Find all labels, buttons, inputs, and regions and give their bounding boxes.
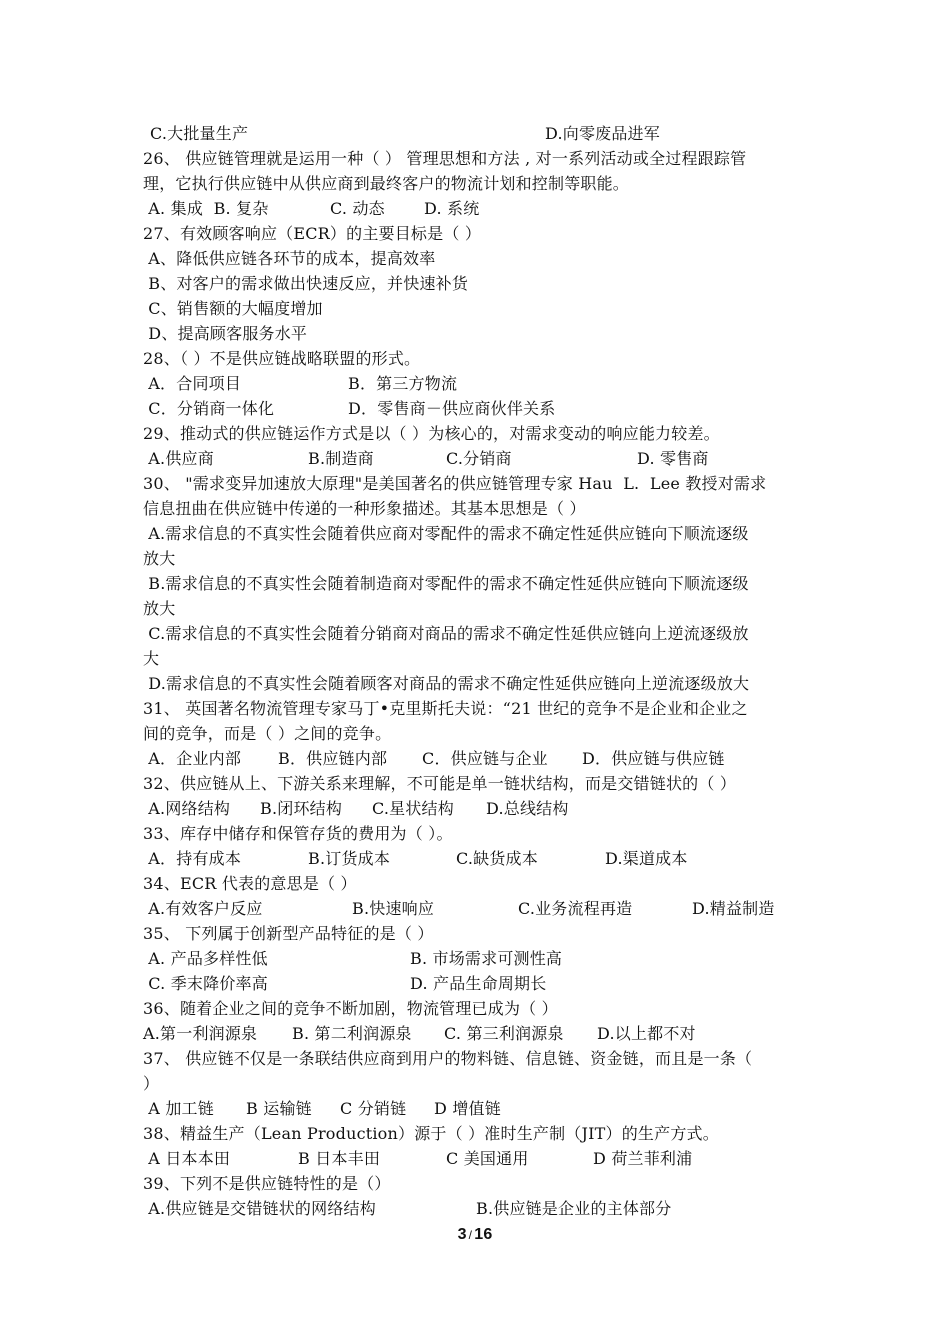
option-line: B.需求信息的不真实性会随着制造商对零配件的需求不确定性延供应链向下顺流逐级 [143, 574, 749, 593]
option-line: D.以上都不对 [597, 1024, 696, 1043]
option-line: A、降低供应链各环节的成本，提高效率 [143, 249, 436, 268]
option-line: C、销售额的大幅度增加 [143, 299, 323, 318]
page-number [0, 1226, 950, 1244]
question-line: 34、ECR 代表的意思是（ ） [143, 874, 357, 893]
option-line: 放大 [143, 599, 176, 618]
question-line: 39、下列不是供应链特性的是（） [143, 1174, 391, 1193]
option-line: C. 第三利润源泉 [444, 1024, 564, 1043]
option-line: A．持有成本 [143, 849, 242, 868]
option-line: 大 [143, 649, 160, 668]
option-line: D．零售商－供应商伙伴关系 [348, 399, 556, 418]
question-line: 29、推动式的供应链运作方式是以（ ）为核心的，对需求变动的响应能力较差。 [143, 424, 720, 443]
option-line: C．供应链与企业 [422, 749, 548, 768]
option-line: 放大 [143, 549, 176, 568]
option-line: D 荷兰菲利浦 [593, 1149, 693, 1168]
option-line: B．供应链内部 [278, 749, 388, 768]
question-line: 26、 供应链管理就是运用一种（ ） 管理思想和方法 , 对一系列活动或全过程跟踪管 [143, 149, 747, 168]
option-line: A.供应链是交错链状的网络结构 [143, 1199, 376, 1218]
option-line: A 日本本田 [143, 1149, 231, 1168]
option-line: B．第三方物流 [348, 374, 458, 393]
option-line: B.制造商 [308, 449, 374, 468]
question-line: 30、 "需求变异加速放大原理"是美国著名的供应链管理专家 Hau L. Lee 教授对需求 [143, 474, 767, 493]
option-line: C.需求信息的不真实性会随着分销商对商品的需求不确定性延供应链向上逆流逐级放 [143, 624, 749, 643]
option-line: A.网络结构 [143, 799, 231, 818]
question-line: 38、精益生产（Lean Production）源于（ ）准时生产制（JIT）的生产方式。 [143, 1124, 719, 1143]
option-line: B、对客户的需求做出快速反应，并快速补货 [143, 274, 469, 293]
option-line: D. 零售商 [637, 449, 709, 468]
option-line: D.渠道成本 [605, 849, 688, 868]
question-line: 27、有效顾客响应（ECR）的主要目标是（ ） [143, 224, 482, 243]
option-line: C. 动态 [330, 199, 385, 218]
option-line: D.精益制造 [692, 899, 775, 918]
option-line: B.供应链是企业的主体部分 [476, 1199, 672, 1218]
option-line: B.订货成本 [308, 849, 391, 868]
option-line: A.供应商 [143, 449, 214, 468]
page-current: 3 [457, 1226, 467, 1243]
option-line: C.分销商 [446, 449, 512, 468]
question-line: 35、 下列属于创新型产品特征的是（ ） [143, 924, 434, 943]
question-line: 间的竞争，而是（ ）之间的竞争。 [143, 724, 392, 743]
option-line: D. 产品生命周期长 [410, 974, 547, 993]
page-total: 16 [474, 1226, 493, 1243]
question-line: ） [143, 1074, 160, 1093]
question-line: 31、 英国著名物流管理专家马丁•克里斯托夫说：“21 世纪的竞争不是企业和企业之 [143, 699, 748, 718]
option-line: C．分销商一体化 [143, 399, 275, 418]
option-line: C.星状结构 [372, 799, 454, 818]
question-line: 32、供应链从上、下游关系来理解，不可能是单一链状结构，而是交错链状的（ ） [143, 774, 737, 793]
option-line: B. 市场需求可测性高 [410, 949, 563, 968]
option-line: A.第一利润源泉 [143, 1024, 258, 1043]
option-line: C.缺货成本 [456, 849, 538, 868]
option-line: B 日本丰田 [298, 1149, 381, 1168]
option-line: A 加工链 [143, 1099, 214, 1118]
option-line: A.需求信息的不真实性会随着供应商对零配件的需求不确定性延供应链向下顺流逐级 [143, 524, 749, 543]
option-line: B. 第二利润源泉 [292, 1024, 412, 1043]
option-line: A．企业内部 [143, 749, 242, 768]
option-line: B.快速响应 [352, 899, 435, 918]
option-line: D．供应链与供应链 [582, 749, 725, 768]
option-line: A.有效客户反应 [143, 899, 263, 918]
question-line: 理，它执行供应链中从供应商到最终客户的物流计划和控制等职能。 [143, 174, 630, 193]
option-line: C 分销链 [340, 1099, 407, 1118]
option-line: C.业务流程再造 [518, 899, 633, 918]
question-line: 37、 供应链不仅是一条联结供应商到用户的物料链、信息链、资金链，而且是一条（ [143, 1049, 753, 1068]
question-line: 36、随着企业之间的竞争不断加剧，物流管理已成为（ ） [143, 999, 558, 1018]
option-line: C.大批量生产 [150, 124, 249, 143]
option-line: D 增值链 [434, 1099, 501, 1118]
option-line: C. 季末降价率高 [143, 974, 268, 993]
option-line: B.闭环结构 [260, 799, 343, 818]
question-line: 28、（ ）不是供应链战略联盟的形式。 [143, 349, 421, 368]
option-line: D、提高顾客服务水平 [143, 324, 308, 343]
option-line: B 运输链 [246, 1099, 312, 1118]
option-line: D.总线结构 [486, 799, 569, 818]
option-line: A．合同项目 [143, 374, 242, 393]
option-line: D.向零废品进军 [545, 124, 660, 143]
option-line: D.需求信息的不真实性会随着顾客对商品的需求不确定性延供应链向上逆流逐级放大 [143, 674, 750, 693]
question-line: 信息扭曲在供应链中传递的一种形象描述。其基本思想是（ ） [143, 499, 586, 518]
question-line: 33、库存中储存和保管存货的费用为（ ）。 [143, 824, 453, 843]
page-separator: / [468, 1228, 473, 1242]
option-line: A. 集成 B. 复杂 [143, 199, 269, 218]
option-line: A. 产品多样性低 [143, 949, 268, 968]
option-line: D. 系统 [424, 199, 480, 218]
option-line: C 美国通用 [446, 1149, 529, 1168]
